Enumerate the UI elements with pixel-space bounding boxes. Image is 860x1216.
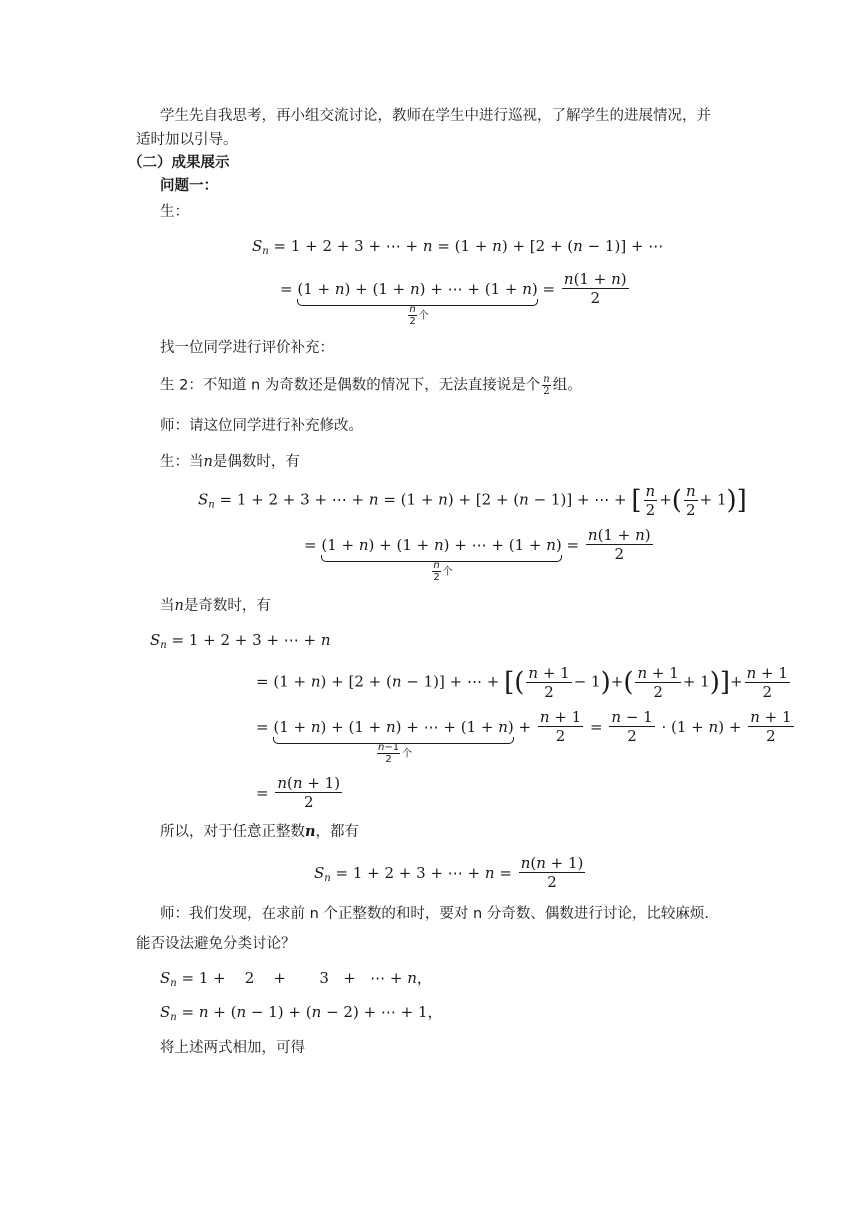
problem-label: 问题一： [160, 178, 218, 194]
final-sentence: 将上述两式相加，可得 [160, 1040, 305, 1056]
teacher-remark-1: 师：请这位同学进行补充修改。 [160, 418, 363, 434]
student-label: 生： [160, 204, 189, 220]
section-heading: （二）成果展示 [128, 155, 230, 171]
underbrace-1: (1 + n) + (1 + n) + ⋯ + (1 + n) $\frac{n}{2}$ 个 [297, 280, 538, 327]
formula-even-line-2: = (1 + n) + (1 + n) + ⋯ + (1 + n) $\frac{n}{2}$ 个 = $\frac{n(1 + n)}{2}$ [304, 526, 651, 583]
formula-odd-line-1: $S_n = 1 + 2 + 3$ + ⋯ + n [150, 631, 331, 651]
even-case-intro: 生：当n是偶数时，有 [160, 454, 300, 470]
formula-odd-line-3: = (1 + n) + (1 + n) + ⋯ + (1 + n) $\frac{n-1}{2}$ 个 + $\frac{n + 1}{2}$ = $\frac{n - 1}{2}$ · (1 + n) + $\frac{n + 1}{2}$ [256, 708, 792, 765]
formula-even-line-1: $S_n = 1 + 2 + 3$ + ⋯ + n = (1 + n) + [2 + (n − 1)] + ⋯ + [ $\frac{n}{2}$ +( $\frac{n}{2}$ + 1)] [198, 482, 747, 519]
student-2-remark: 生 2：不知道 n 为奇数还是偶数的情况下，无法直接说是个 $\frac{n}{2}$ 组。 [160, 374, 582, 397]
odd-case-intro: 当n是奇数时，有 [160, 598, 271, 614]
underbrace-3: (1 + n) + (1 + n) + ⋯ + (1 + n) $\frac{n-1}{2}$ 个 [273, 718, 514, 765]
underbrace-2: (1 + n) + (1 + n) + ⋯ + (1 + n) $\frac{n}{2}$ 个 [321, 536, 562, 583]
formula-1-line-1: $S_n = 1 + 2 + 3$ + ⋯ + n = (1 + n) + [2 + (n − 1)] + ⋯ [252, 237, 664, 257]
sum-forward: $S_n = 1$ + 2 + 3 + ⋯ + n， [160, 969, 432, 989]
formula-1-line-2: = (1 + n) + (1 + n) + ⋯ + (1 + n) $\frac{n}{2}$ 个 = $\frac{n(1 + n)}{2}$ [280, 270, 627, 327]
formula-conclusion: $S_n = 1 + 2 + 3$ + ⋯ + n = $\frac{n(n + 1)}{2}$ [314, 854, 584, 891]
evaluation-prompt: 找一位同学进行评价补充： [160, 340, 334, 356]
formula-odd-line-2: = (1 + n) + [2 + (n − 1)] + ⋯ + [( $\frac{n + 1}{2}$ − 1)+( $\frac{n + 1}{2}$ + 1)]+ $\frac{n + 1}{2}$ [256, 664, 788, 701]
formula-odd-line-4: = $\frac{n(n + 1)}{2}$ [256, 774, 341, 811]
paragraph-1-line-1: 学生先自我思考，再小组交流讨论，教师在学生中进行巡视，了解学生的进展情况，并 [160, 108, 711, 124]
conclusion-intro: 所以，对于任意正整数n，都有 [160, 823, 360, 840]
teacher-remark-2-line-1: 师：我们发现，在求前 n 个正整数的和时，要对 n 分奇数、偶数进行讨论，比较麻烦. [160, 906, 709, 922]
sum-backward: $S_n = n + (n - 1) + (n - 2)$ + ⋯ + 1， [160, 1003, 443, 1023]
paragraph-1-line-2: 适时加以引导。 [136, 132, 238, 148]
teacher-remark-2-line-2: 能否设法避免分类讨论？ [136, 936, 296, 952]
